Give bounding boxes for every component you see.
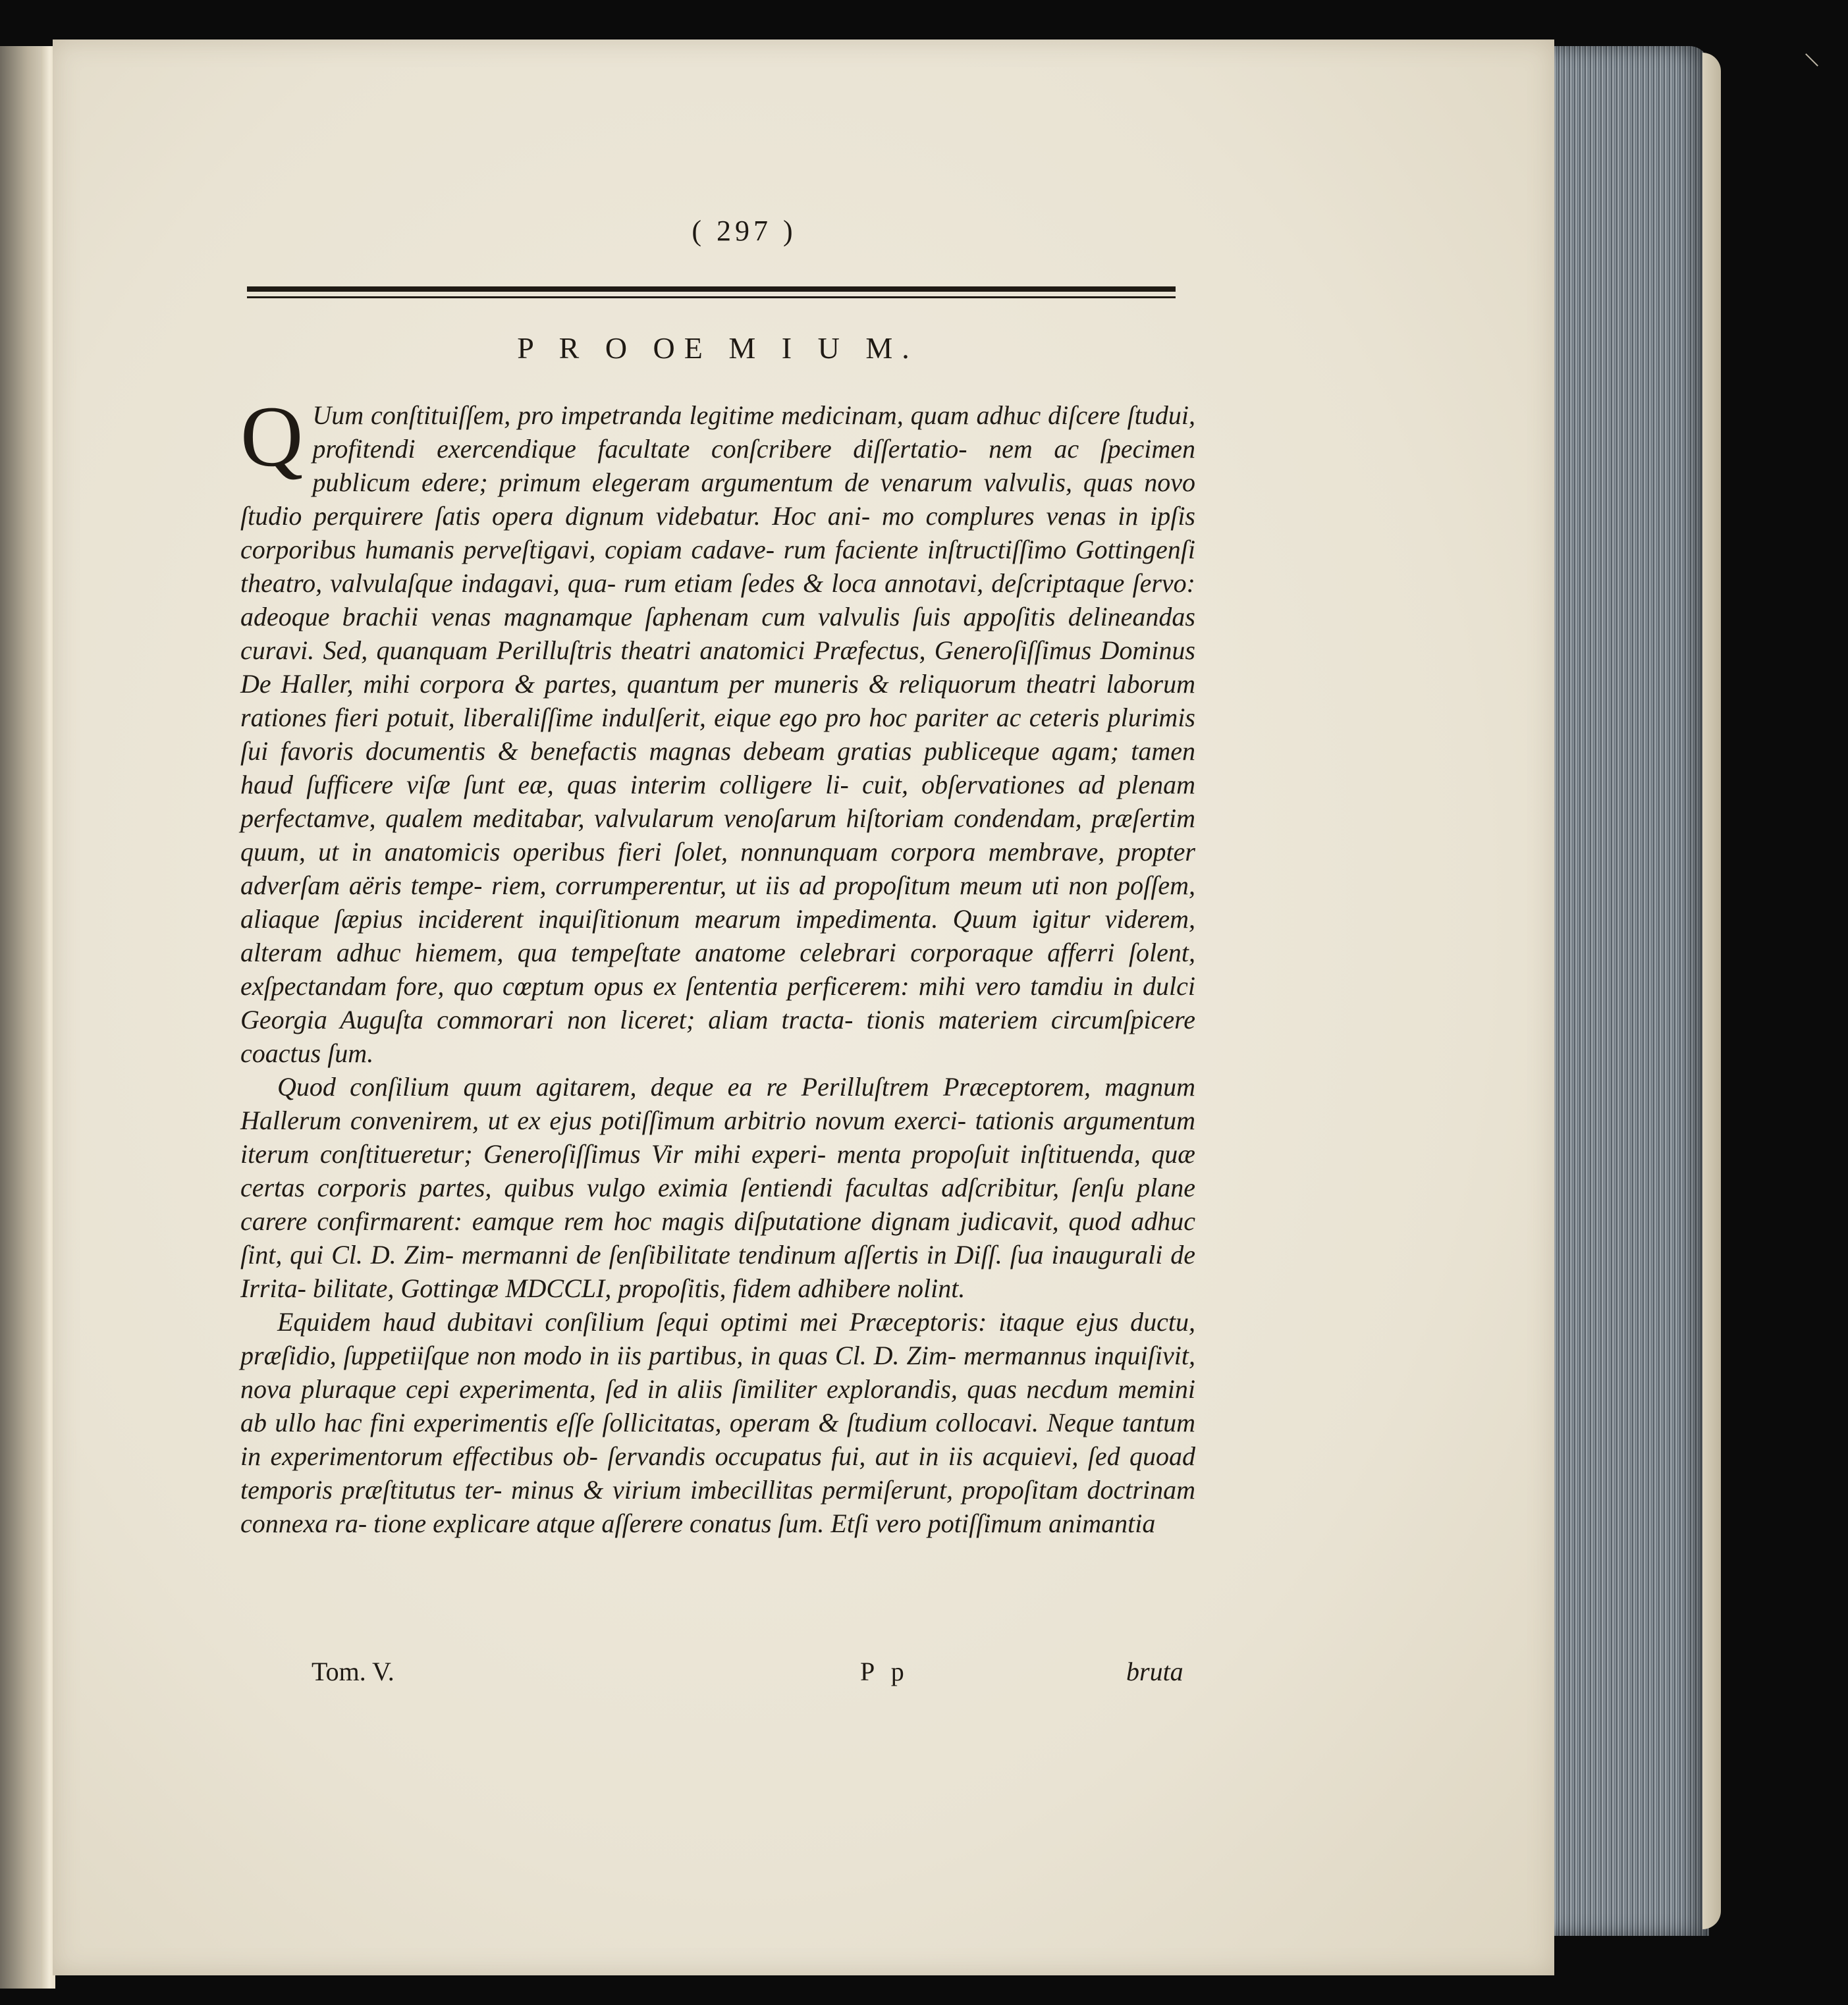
paragraph <box>240 1305 1195 1540</box>
scan-corner <box>1815 0 1848 33</box>
body-text <box>240 388 1196 1540</box>
text-line: ſentiendi facultas adſcribitur, ſenſu plane carere confirmarent: eamque rem <box>240 1173 1196 1236</box>
text-line: ac ceteris plurimis ſui favoris documentis & benefactis magnas debeam gratias <box>240 703 1195 766</box>
header-rule-thick <box>247 286 1176 292</box>
page-block-edges <box>1551 46 1709 1936</box>
text-line: explorandis, quas necdum memini ab ullo hac fini experimentis eſſe ſollicitatas, <box>240 1374 1195 1437</box>
text-line: alteram adhuc hiemem, qua tempeſtate anatome celebrari corporaque afferri <box>240 938 1129 967</box>
section-heading: P R O OE M I U M. <box>517 331 919 365</box>
catchword: bruta <box>1126 1657 1183 1686</box>
text-line: diſcere ſtudui, profitendi exercendique facultate conſcribere diſſertatio- <box>312 400 1195 464</box>
header-rule-thin <box>247 296 1176 298</box>
text-line: publiceque agam; tamen haud ſufficere viſæ ſunt eæ, quas interim colligere li- <box>240 736 1195 799</box>
text-line: Equidem haud dubitavi conſilium ſequi optimi mei Præceptoris: itaque ejus <box>277 1307 1131 1337</box>
text-line: hoc magis diſputatione dignam judicavit, quod adhuc ſint, qui Cl. D. Zim- <box>240 1206 1195 1270</box>
cover-board <box>1702 53 1721 1929</box>
text-line: nem ac ſpecimen publicum edere; primum elegeram argumentum de venarum <box>312 434 1195 497</box>
text-line: venoſarum hiſtoriam condendam, præſertim quum, ut in anatomicis operibus <box>240 803 1196 867</box>
text-line: magnum Hallerum convenirem, ut ex ejus potiſſimum arbitrio novum exerci- <box>240 1072 1195 1135</box>
text-line: tationis argumentum iterum conſtitueretur; Generoſiſſimus Vir mihi experi- <box>240 1106 1195 1169</box>
corner-mark <box>1805 53 1818 67</box>
text-line: laborum rationes fieri potuit, liberaliſſime indulſerit, eique ego pro hoc pariter <box>240 669 1196 732</box>
text-line: vero tamdiu in dulci Georgia Auguſta commorari non liceret; aliam tracta- <box>240 971 1196 1034</box>
paragraph <box>240 388 1196 1070</box>
text-line: mermannus inquiſivit, nova pluraque cepi experimenta, ſed in aliis ſimiliter <box>240 1341 1195 1404</box>
text-line: menta propoſuit inſtituenda, quæ certas corporis partes, quibus vulgo eximia <box>240 1139 1195 1202</box>
drop-cap: Q <box>240 388 304 485</box>
text-line: Quod conſilium quum agitarem, deque ea re Perilluſtrem Præceptorem, <box>277 1072 1105 1102</box>
paragraph <box>240 1070 1195 1305</box>
text-line: quanquam Perilluſtris theatri anatomici Præfectus, Generoſiſſimus Dominus De <box>240 635 1195 699</box>
text-line: mo complures venas in ipſis corporibus humanis perveſtigavi, copiam cadave- <box>240 501 1195 564</box>
page-number: ( 297 ) <box>692 215 797 247</box>
text-line: ſæpius inciderent inquiſitionum mearum impedimenta. Quum igitur viderem, <box>334 904 1196 934</box>
text-line: tione explicare atque aſſerere conatus ſum. Etſi vero potiſſimum animantia <box>373 1509 1156 1538</box>
book-page <box>53 40 1554 1975</box>
text-line: riem, corrumperentur, ut iis ad propoſitum meum uti non poſſem, aliaque <box>240 870 1195 934</box>
text-line: Uum conſtituiſſem, pro impetranda legitime medicinam, quam adhuc <box>312 400 1048 430</box>
text-line: valvulis, quas novo ſtudio perquirere ſatis opera dignum videbatur. Hoc ani- <box>240 468 1196 531</box>
text-line: operam & ſtudium collocavi. Neque tantum in experimentorum effectibus ob- <box>240 1408 1196 1471</box>
text-line: fieri ſolet, nonnunquam corpora membrave, propter adverſam aëris tempe- <box>240 837 1195 900</box>
text-line: Haller, mihi corpora & partes, quantum per muneris & reliquorum theatri <box>281 669 1106 699</box>
text-line: tionis materiem circumſpicere coactus ſum. <box>240 1005 1196 1068</box>
text-line: ductu, præſidio, ſuppetiiſque non modo in iis partibus, in quas Cl. D. Zim- <box>240 1307 1195 1370</box>
text-line: magnamque ſaphenam cum valvulis ſuis appoſitis delineandas curavi. Sed, <box>240 602 1195 665</box>
text-line: minus & virium imbecillitas permiſerunt, propoſitam doctrinam connexa ra- <box>240 1475 1195 1538</box>
text-line: cuit, obſervationes ad plenam perfectamve, qualem meditabar, valvularum <box>240 770 1195 833</box>
text-line: ſervandis occupatus fui, aut in iis acquievi, ſed quoad temporis præſtitutus ter- <box>240 1441 1195 1505</box>
text-line: mermanni de ſenſibilitate tendinum aſſertis in Diſſ. ſua inaugurali de Irrita- <box>240 1240 1195 1303</box>
text-line: bilitate, Gottingæ MDCCLI, propoſitis, fidem adhibere nolint. <box>313 1273 965 1303</box>
text-line: rum faciente inſtructiſſimo Gottingenſi theatro, valvulaſque indagavi, qua- <box>240 535 1195 598</box>
signature-mark: P p <box>860 1657 910 1686</box>
text-line: rum etiam ſedes & loca annotavi, deſcriptaque ſervo: adeoque brachii venas <box>240 568 1195 631</box>
facing-page-edge <box>0 46 46 1989</box>
volume-label: Tom. V. <box>312 1657 394 1686</box>
text-line: ſolent, exſpectandam fore, quo cœptum opus ex ſententia perficerem: mihi <box>240 938 1195 1001</box>
